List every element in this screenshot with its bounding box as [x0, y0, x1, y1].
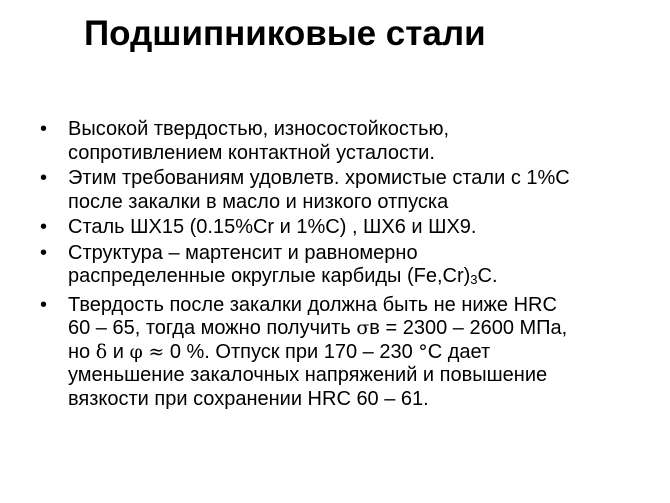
text-segment: 60 – 65, тогда можно получить	[68, 317, 357, 339]
text-segment: в = 2300 – 2600 МПа,	[369, 317, 568, 339]
bullet-item-3	[40, 216, 650, 240]
degree-symbol: °	[418, 340, 428, 363]
phi-symbol: φ	[129, 340, 143, 363]
sigma-symbol: σ	[356, 317, 370, 339]
bullet-text-line: сопротивлением контактной усталости.	[68, 141, 435, 164]
bullet-text-line	[68, 341, 650, 365]
bullet-marker: •	[40, 118, 48, 140]
bullet-text-line	[68, 317, 650, 341]
bullet-text-line: Этим требованиям удовлетв. хромистые стали с 1%С	[68, 167, 570, 189]
bullet-text-line: уменьшение закалочных напряжений и повышение	[68, 364, 548, 386]
slide-title: Подшипниковые стали	[84, 14, 486, 53]
bullet-text-line: Сталь ШХ15 (0.15%Сr и 1%С) , ШХ6 и ШХ9.	[68, 216, 477, 238]
bullet-text-line: Высокой твердостью, износостойкостью,	[68, 118, 450, 140]
approx-symbol: ≈	[148, 340, 165, 363]
bullet-marker: •	[40, 216, 48, 238]
text-segment: и	[107, 340, 130, 363]
text-segment: С дает	[427, 340, 491, 363]
delta-symbol: δ	[95, 340, 108, 363]
text-segment: C.	[477, 265, 498, 287]
bullet-item-5	[40, 294, 650, 412]
bullet-item-4	[40, 242, 650, 292]
bullet-text-line: Твердость после закалки должна быть не ниже HRC	[68, 293, 557, 316]
bullet-text-line: после закалки в масло и низкого отпуска	[68, 190, 449, 213]
bullet-text-line: Структура – мартенсит и равномерно	[68, 241, 418, 264]
text-segment: распределенные округлые карбиды (Fe,Cr)	[68, 265, 471, 287]
bullet-text-line	[68, 265, 650, 292]
text-segment: 0 %. Отпуск при 170 – 230	[164, 340, 419, 363]
bullet-marker: •	[40, 293, 48, 316]
bullet-marker: •	[40, 167, 48, 189]
bullet-list	[40, 118, 650, 413]
subscript: 3	[470, 272, 478, 287]
bullet-item-1	[40, 118, 650, 165]
bullet-text-line: вязкости при сохранении HRC 60 – 61.	[68, 387, 429, 410]
bullet-item-2	[40, 167, 650, 214]
text-segment: но	[68, 340, 96, 363]
bullet-marker: •	[40, 241, 48, 264]
